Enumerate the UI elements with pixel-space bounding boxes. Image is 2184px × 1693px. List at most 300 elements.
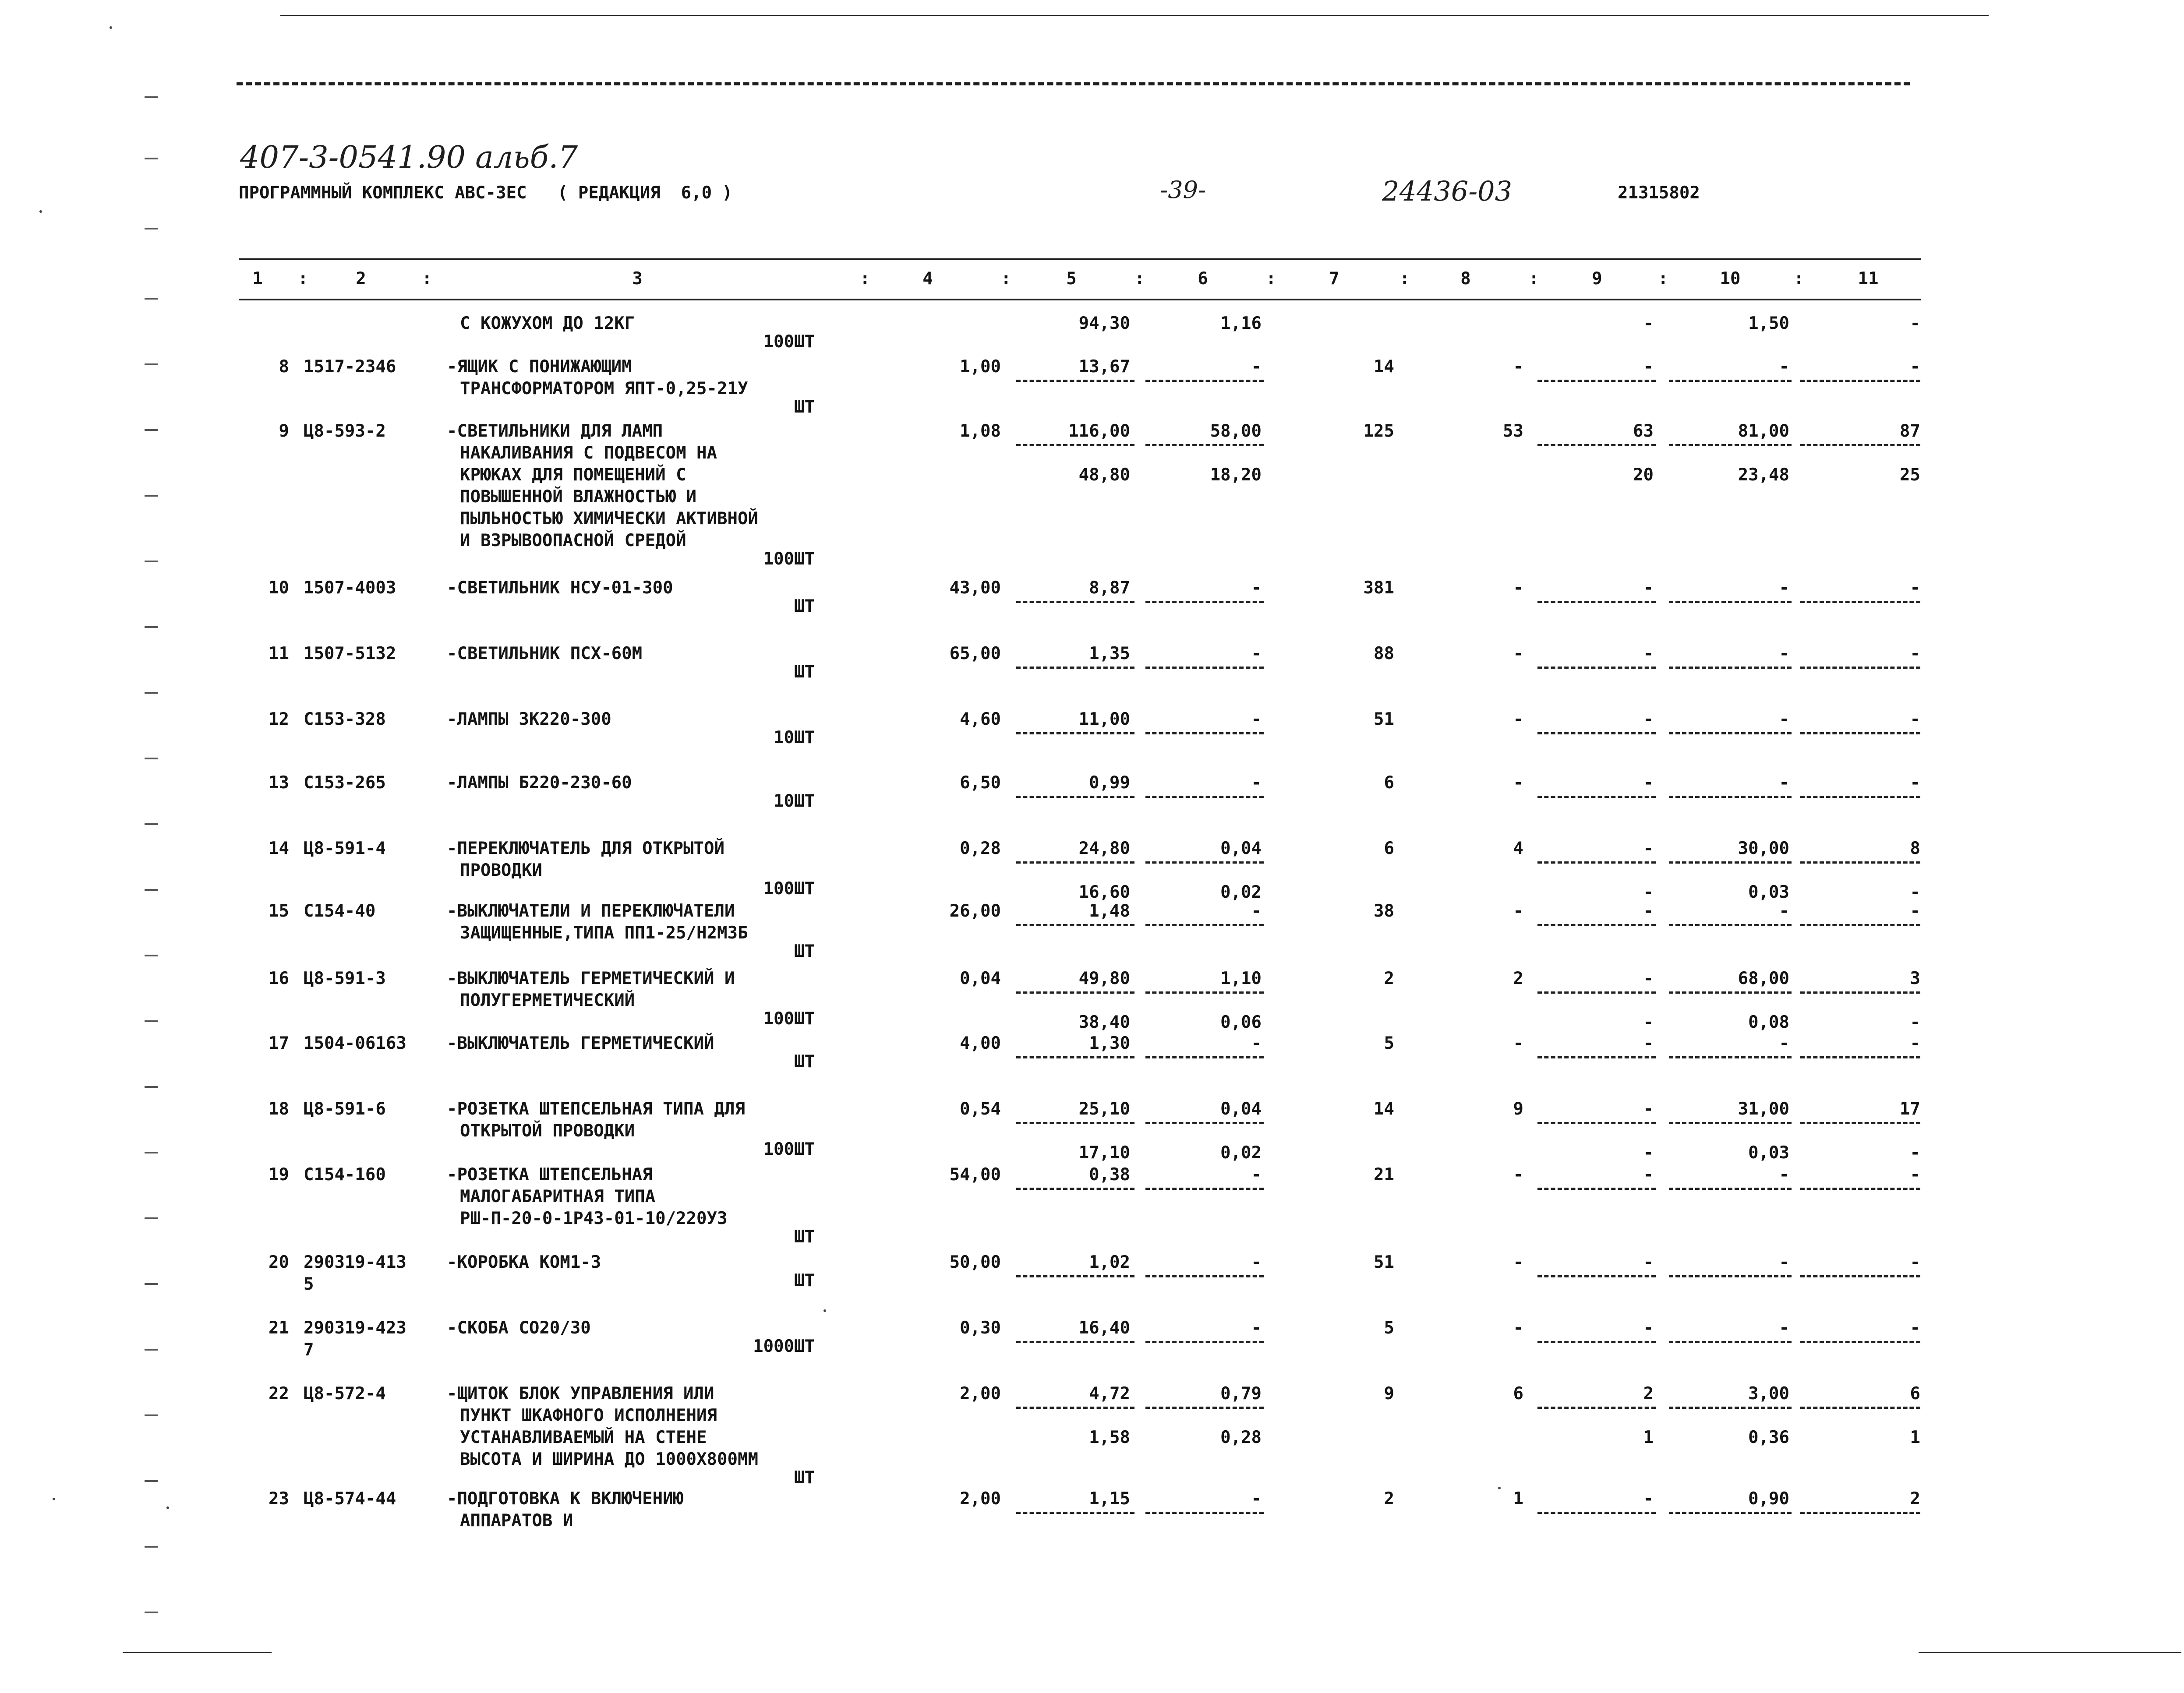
cell-underline <box>1145 1056 1264 1058</box>
cell-c11: - <box>1910 901 1920 921</box>
cell-c6: - <box>1251 1165 1262 1185</box>
cell-c4: 0,54 <box>960 1099 1001 1119</box>
row-unit: ШТ <box>794 1468 815 1488</box>
cell-c8: - <box>1513 901 1523 921</box>
cell-underline <box>1016 1341 1134 1343</box>
cell-s6: 0,02 <box>1220 1143 1262 1163</box>
cell-c9: - <box>1643 1165 1654 1185</box>
cell-underline <box>1669 601 1792 603</box>
column-separator: : <box>1266 269 1276 289</box>
row-number: 13 <box>269 773 289 793</box>
margin-tick <box>145 1480 158 1482</box>
cell-c10: 0,90 <box>1748 1489 1789 1509</box>
row-number: 18 <box>269 1099 289 1119</box>
row-description: -СВЕТИЛЬНИК ПСХ-60М <box>447 644 643 663</box>
cell-underline <box>1145 1275 1264 1277</box>
row-unit: 10ШТ <box>774 728 815 748</box>
cell-underline <box>1537 1275 1656 1277</box>
column-separator: : <box>1794 269 1804 289</box>
handwritten-project-code: 407-3-0541.90 альб.7 <box>240 139 578 175</box>
cell-underline <box>1016 667 1134 669</box>
column-header: 7 <box>1329 269 1339 289</box>
cell-c8: - <box>1513 644 1523 663</box>
cell-c6: - <box>1251 773 1262 793</box>
cell-c10: - <box>1779 1033 1789 1053</box>
row-description: ПЫЛЬНОСТЬЮ ХИМИЧЕСКИ АКТИВНОЙ <box>460 509 758 529</box>
cell-c5: 1,02 <box>1089 1252 1130 1272</box>
column-header: 1 <box>252 269 263 289</box>
cell-c4: 4,60 <box>960 709 1001 729</box>
cell-underline <box>1800 667 1920 669</box>
cell-c10: 3,00 <box>1748 1384 1789 1404</box>
cell-underline <box>1016 444 1134 446</box>
row-description: -ПОДГОТОВКА К ВКЛЮЧЕНИЮ <box>447 1489 684 1509</box>
cell-c7: 38 <box>1374 901 1394 921</box>
row-number: 19 <box>269 1165 289 1185</box>
column-header: 2 <box>356 269 366 289</box>
cell-underline <box>1537 924 1656 926</box>
cell-underline <box>1669 1512 1792 1514</box>
row-description: -СВЕТИЛЬНИКИ ДЛЯ ЛАМП <box>447 421 663 441</box>
cell-underline <box>1145 1188 1264 1190</box>
row-number: 23 <box>269 1489 289 1509</box>
margin-tick <box>145 823 158 825</box>
cell-c7: 14 <box>1374 1099 1394 1119</box>
row-description: И ВЗРЫВООПАСНОЙ СРЕДОЙ <box>460 531 686 550</box>
top-border-line <box>280 15 1989 16</box>
cell-underline <box>1016 924 1134 926</box>
column-header: 4 <box>922 269 933 289</box>
cell-c9: 63 <box>1633 421 1654 441</box>
row-code: 1507-4003 <box>304 578 396 598</box>
scan-speck <box>1498 1487 1501 1489</box>
cell-underline <box>1537 732 1656 734</box>
cell-underline <box>1669 796 1792 798</box>
cell-c8: 2 <box>1513 969 1523 988</box>
row-number: 17 <box>269 1033 289 1053</box>
cell-c10: - <box>1779 709 1789 729</box>
bottom-scan-line-right <box>1919 1652 2181 1653</box>
row-unit: ШТ <box>794 397 815 417</box>
row-description: -ВЫКЛЮЧАТЕЛЬ ГЕРМЕТИЧЕСКИЙ И <box>447 969 735 988</box>
row-unit: ШТ <box>794 942 815 961</box>
cell-c4: 50,00 <box>949 1252 1001 1272</box>
cell-underline <box>1016 796 1134 798</box>
cell-c7: 9 <box>1384 1384 1394 1404</box>
cell-c11: 8 <box>1910 839 1920 858</box>
row-description: ПУНКТ ШКАФНОГО ИСПОЛНЕНИЯ <box>460 1406 717 1425</box>
cell-c5: 0,38 <box>1089 1165 1130 1185</box>
cell-c11: 2 <box>1910 1489 1920 1509</box>
margin-tick <box>145 363 158 365</box>
cell-c11: 6 <box>1910 1384 1920 1404</box>
cell-underline <box>1016 601 1134 603</box>
cell-c7: 21 <box>1374 1165 1394 1185</box>
cell-underline <box>1669 1188 1792 1190</box>
cell-underline <box>1537 667 1656 669</box>
cell-c10: - <box>1779 901 1789 921</box>
row-code: Ц8-574-44 <box>304 1489 396 1509</box>
cell-underline <box>1800 444 1920 446</box>
cell-underline <box>1537 1122 1656 1124</box>
cell-c10: 31,00 <box>1738 1099 1789 1119</box>
cell-s6: 0,02 <box>1220 882 1262 902</box>
row-description: -ВЫКЛЮЧАТЕЛЬ ГЕРМЕТИЧЕСКИЙ <box>447 1033 714 1053</box>
cell-underline <box>1800 732 1920 734</box>
row-code: С154-160 <box>304 1165 386 1185</box>
cell-c8: 6 <box>1513 1384 1523 1404</box>
cell-c9: - <box>1643 773 1654 793</box>
margin-tick <box>145 495 158 497</box>
cell-c8: - <box>1513 357 1523 377</box>
cell-c10: 81,00 <box>1738 421 1789 441</box>
cell-c8: 4 <box>1513 839 1523 858</box>
row-description: МАЛОГАБАРИТНАЯ ТИПА <box>460 1187 656 1206</box>
cell-s11: - <box>1910 1143 1920 1163</box>
row-description: ПОЛУГЕРМЕТИЧЕСКИЙ <box>460 991 635 1010</box>
cell-c5: 0,99 <box>1089 773 1130 793</box>
cell-c9: - <box>1643 644 1654 663</box>
row-description: УСТАНАВЛИВАЕМЫЙ НА СТЕНЕ <box>460 1428 707 1447</box>
cell-c6: - <box>1251 1489 1262 1509</box>
cell-underline <box>1016 1407 1134 1409</box>
row-description: АППАРАТОВ И <box>460 1511 573 1531</box>
cell-c11: - <box>1910 357 1920 377</box>
margin-tick <box>145 1020 158 1022</box>
row-description: -СКОБА СО20/30 <box>447 1318 591 1338</box>
margin-tick <box>145 1612 158 1613</box>
cell-c10: - <box>1779 644 1789 663</box>
row-code: Ц8-593-2 <box>304 421 386 441</box>
cell-c9: - <box>1643 357 1654 377</box>
cell-c5: 24,80 <box>1078 839 1130 858</box>
column-header: 5 <box>1066 269 1077 289</box>
margin-tick <box>145 692 158 694</box>
column-separator: : <box>422 269 432 289</box>
row-number: 16 <box>269 969 289 988</box>
cell-c5: 1,48 <box>1089 901 1130 921</box>
cell-c4: 0,04 <box>960 969 1001 988</box>
cell-c11: - <box>1910 1165 1920 1185</box>
margin-tick <box>145 158 158 159</box>
row-code: С153-265 <box>304 773 386 793</box>
cell-c4: 43,00 <box>949 578 1001 598</box>
row-number: 15 <box>269 901 289 921</box>
cell-c5: 8,87 <box>1089 578 1130 598</box>
row-description: РШ-П-20-0-1Р43-01-10/220У3 <box>460 1209 728 1228</box>
row-unit: 100ШТ <box>763 1139 815 1159</box>
cell-c7: 2 <box>1384 1489 1394 1509</box>
cell-underline <box>1669 444 1792 446</box>
row-description: -ЯЩИК С ПОНИЖАЮЩИМ <box>447 357 632 377</box>
cell-c5: 16,40 <box>1078 1318 1130 1338</box>
cell-c8: - <box>1513 709 1523 729</box>
row-description: ЗАЩИЩЕННЫЕ,ТИПА ПП1-25/Н2М3Б <box>460 923 748 943</box>
table-header-rule <box>239 299 1921 300</box>
row-code-continuation: 7 <box>304 1340 314 1360</box>
cell-underline <box>1800 1188 1920 1190</box>
cell-c5: 1,15 <box>1089 1489 1130 1509</box>
cell-underline <box>1537 1056 1656 1058</box>
cell-c5: 1,30 <box>1089 1033 1130 1053</box>
cell-c4: 0,30 <box>960 1318 1001 1338</box>
cell-s11: - <box>1910 882 1920 902</box>
cell-c9: 2 <box>1643 1384 1654 1404</box>
cell-underline <box>1537 1341 1656 1343</box>
cell-s9: 1 <box>1643 1428 1654 1447</box>
row-unit: 100ШТ <box>763 879 815 899</box>
cell-c4: 4,00 <box>960 1033 1001 1053</box>
cell-underline <box>1537 1512 1656 1514</box>
cell-c4: 2,00 <box>960 1384 1001 1404</box>
row-description: ПРОВОДКИ <box>460 861 542 880</box>
cell-c8: - <box>1513 1318 1523 1338</box>
row-code: 290319-413 <box>304 1252 406 1272</box>
cell-underline <box>1145 732 1264 734</box>
cell-c8: 1 <box>1513 1489 1523 1509</box>
cell-c11: - <box>1910 773 1920 793</box>
cell-c7: 88 <box>1374 644 1394 663</box>
cell-c10: - <box>1779 773 1789 793</box>
cell-c4: 65,00 <box>949 644 1001 663</box>
column-header: 3 <box>632 269 643 289</box>
scan-speck <box>166 1506 169 1509</box>
cell-c7: 2 <box>1384 969 1394 988</box>
cell-underline <box>1145 601 1264 603</box>
handwritten-page-number: -39- <box>1160 176 1206 204</box>
cell-underline <box>1145 1122 1264 1124</box>
cell-underline <box>1669 1056 1792 1058</box>
cell-c11: - <box>1910 709 1920 729</box>
cell-s9: - <box>1643 882 1654 902</box>
margin-tick <box>145 1414 158 1416</box>
cell-underline <box>1537 444 1656 446</box>
cell-underline <box>1016 1275 1134 1277</box>
cell-c6: - <box>1251 709 1262 729</box>
row-code: С153-328 <box>304 709 386 729</box>
cell-s11: 1 <box>1910 1428 1920 1447</box>
cell-c6: - <box>1251 578 1262 598</box>
cell-underline <box>1800 796 1920 798</box>
cell-c7: 6 <box>1384 839 1394 858</box>
column-separator: : <box>1529 269 1539 289</box>
cell-s11: 25 <box>1900 465 1920 485</box>
column-header: 6 <box>1198 269 1208 289</box>
cell-c4: 1,08 <box>960 421 1001 441</box>
margin-tick <box>145 1283 158 1285</box>
cell-c8: - <box>1513 578 1523 598</box>
cell-underline <box>1145 991 1264 994</box>
cell-underline <box>1537 1188 1656 1190</box>
row-number: 9 <box>279 421 289 441</box>
cell-c9: - <box>1643 1033 1654 1053</box>
row-code: Ц8-572-4 <box>304 1384 386 1404</box>
cell-c7: 51 <box>1374 1252 1394 1272</box>
margin-tick <box>145 1546 158 1548</box>
cell-c10: 68,00 <box>1738 969 1789 988</box>
cell-c5: 116,00 <box>1068 421 1130 441</box>
cell-underline <box>1800 991 1920 994</box>
cell-c8: 53 <box>1503 421 1523 441</box>
margin-tick <box>145 626 158 628</box>
cell-c7: 6 <box>1384 773 1394 793</box>
program-header: ПРОГРАММНЫЙ КОМПЛЕКС АВС-3ЕС ( РЕДАКЦИЯ 6,0 ) <box>239 183 733 203</box>
column-header: 11 <box>1858 269 1879 289</box>
cell-underline <box>1145 380 1264 382</box>
cell-c10: 1,50 <box>1748 314 1789 333</box>
cell-c7: 125 <box>1363 421 1394 441</box>
cell-c8: - <box>1513 1165 1523 1185</box>
cell-c4: 26,00 <box>949 901 1001 921</box>
cell-c4: 1,00 <box>960 357 1001 377</box>
scan-speck <box>823 1309 826 1312</box>
row-code: Ц8-591-4 <box>304 839 386 858</box>
cell-s5: 17,10 <box>1078 1143 1130 1163</box>
cell-underline <box>1669 861 1792 864</box>
margin-tick <box>145 429 158 431</box>
cell-c10: - <box>1779 357 1789 377</box>
row-code: 1504-06163 <box>304 1033 406 1053</box>
cell-c11: - <box>1910 1252 1920 1272</box>
cell-s6: 0,06 <box>1220 1012 1262 1032</box>
bottom-scan-line-left <box>123 1652 272 1653</box>
cell-c7: 5 <box>1384 1033 1394 1053</box>
cell-s6: 18,20 <box>1210 465 1262 485</box>
cell-underline <box>1145 1407 1264 1409</box>
cell-underline <box>1016 380 1134 382</box>
cell-c8: 9 <box>1513 1099 1523 1119</box>
cell-underline <box>1669 1122 1792 1124</box>
cell-c5: 13,67 <box>1078 357 1130 377</box>
cell-s9: - <box>1643 1012 1654 1032</box>
scan-speck <box>39 210 42 213</box>
cell-s5: 16,60 <box>1078 882 1130 902</box>
cell-underline <box>1537 601 1656 603</box>
cell-underline <box>1537 991 1656 994</box>
row-number: 21 <box>269 1318 289 1338</box>
handwritten-document-number: 24436-03 <box>1382 175 1513 207</box>
document-code: 21315802 <box>1618 183 1700 203</box>
cell-c11: 87 <box>1900 421 1920 441</box>
row-description: -ЩИТОК БЛОК УПРАВЛЕНИЯ ИЛИ <box>447 1384 714 1404</box>
row-number: 14 <box>269 839 289 858</box>
row-unit: 1000ШТ <box>753 1337 815 1356</box>
row-unit: ШТ <box>794 662 815 682</box>
cell-c11: - <box>1910 578 1920 598</box>
row-number: 12 <box>269 709 289 729</box>
cell-c4: 2,00 <box>960 1489 1001 1509</box>
cell-underline <box>1800 924 1920 926</box>
cell-c9: - <box>1643 1318 1654 1338</box>
cell-underline <box>1800 1056 1920 1058</box>
cell-underline <box>1537 1407 1656 1409</box>
cell-c5: 94,30 <box>1078 314 1130 333</box>
cell-c8: - <box>1513 773 1523 793</box>
column-separator: : <box>1134 269 1145 289</box>
cell-underline <box>1145 796 1264 798</box>
cell-underline <box>1016 1188 1134 1190</box>
row-unit: 100ШТ <box>763 549 815 569</box>
cell-underline <box>1669 1341 1792 1343</box>
cell-c6: 0,04 <box>1220 839 1262 858</box>
cell-c6: 1,16 <box>1220 314 1262 333</box>
cell-c7: 381 <box>1363 578 1394 598</box>
cell-s10: 23,48 <box>1738 465 1789 485</box>
cell-s10: 0,08 <box>1748 1012 1789 1032</box>
cell-c7: 51 <box>1374 709 1394 729</box>
row-description: -ПЕРЕКЛЮЧАТЕЛЬ ДЛЯ ОТКРЫТОЙ <box>447 839 724 858</box>
cell-s10: 0,36 <box>1748 1428 1789 1447</box>
cell-underline <box>1669 991 1792 994</box>
row-description: -ЛАМПЫ Б220-230-60 <box>447 773 632 793</box>
cell-s10: 0,03 <box>1748 1143 1789 1163</box>
row-description: С КОЖУХОМ ДО 12КГ <box>460 314 635 333</box>
cell-underline <box>1800 1275 1920 1277</box>
perforation-line <box>237 82 1910 85</box>
cell-c10: - <box>1779 1165 1789 1185</box>
cell-underline <box>1669 732 1792 734</box>
table-top-rule <box>239 258 1921 260</box>
row-number: 10 <box>269 578 289 598</box>
margin-tick <box>145 228 158 229</box>
column-separator: : <box>1001 269 1011 289</box>
row-number: 11 <box>269 644 289 663</box>
cell-c6: 0,79 <box>1220 1384 1262 1404</box>
cell-c6: 0,04 <box>1220 1099 1262 1119</box>
cell-underline <box>1016 1056 1134 1058</box>
cell-c9: - <box>1643 1489 1654 1509</box>
row-unit: 100ШТ <box>763 332 815 352</box>
cell-underline <box>1016 991 1134 994</box>
cell-underline <box>1145 1341 1264 1343</box>
row-number: 22 <box>269 1384 289 1404</box>
column-header: 8 <box>1460 269 1471 289</box>
cell-c7: 14 <box>1374 357 1394 377</box>
cell-c9: - <box>1643 578 1654 598</box>
cell-underline <box>1145 444 1264 446</box>
cell-underline <box>1669 380 1792 382</box>
cell-underline <box>1016 732 1134 734</box>
cell-c9: - <box>1643 709 1654 729</box>
cell-underline <box>1669 667 1792 669</box>
cell-c5: 4,72 <box>1089 1384 1130 1404</box>
cell-c11: - <box>1910 1318 1920 1338</box>
row-description: -КОРОБКА КОМ1-3 <box>447 1252 601 1272</box>
row-description: НАКАЛИВАНИЯ С ПОДВЕСОМ НА <box>460 443 717 463</box>
cell-c11: - <box>1910 1033 1920 1053</box>
margin-tick <box>145 1217 158 1219</box>
cell-c4: 6,50 <box>960 773 1001 793</box>
cell-c5: 49,80 <box>1078 969 1130 988</box>
cell-underline <box>1537 380 1656 382</box>
cell-underline <box>1800 1512 1920 1514</box>
cell-c6: - <box>1251 357 1262 377</box>
cell-underline <box>1800 1341 1920 1343</box>
cell-underline <box>1537 796 1656 798</box>
margin-tick <box>145 1152 158 1153</box>
cell-underline <box>1016 861 1134 864</box>
cell-underline <box>1145 861 1264 864</box>
cell-c11: 17 <box>1900 1099 1920 1119</box>
scan-speck <box>53 1498 55 1500</box>
row-code: С154-40 <box>304 901 376 921</box>
cell-underline <box>1016 1512 1134 1514</box>
margin-tick <box>145 758 158 759</box>
cell-c9: - <box>1643 901 1654 921</box>
row-code-continuation: 5 <box>304 1274 314 1294</box>
row-unit: ШТ <box>794 1052 815 1072</box>
row-unit: ШТ <box>794 596 815 616</box>
